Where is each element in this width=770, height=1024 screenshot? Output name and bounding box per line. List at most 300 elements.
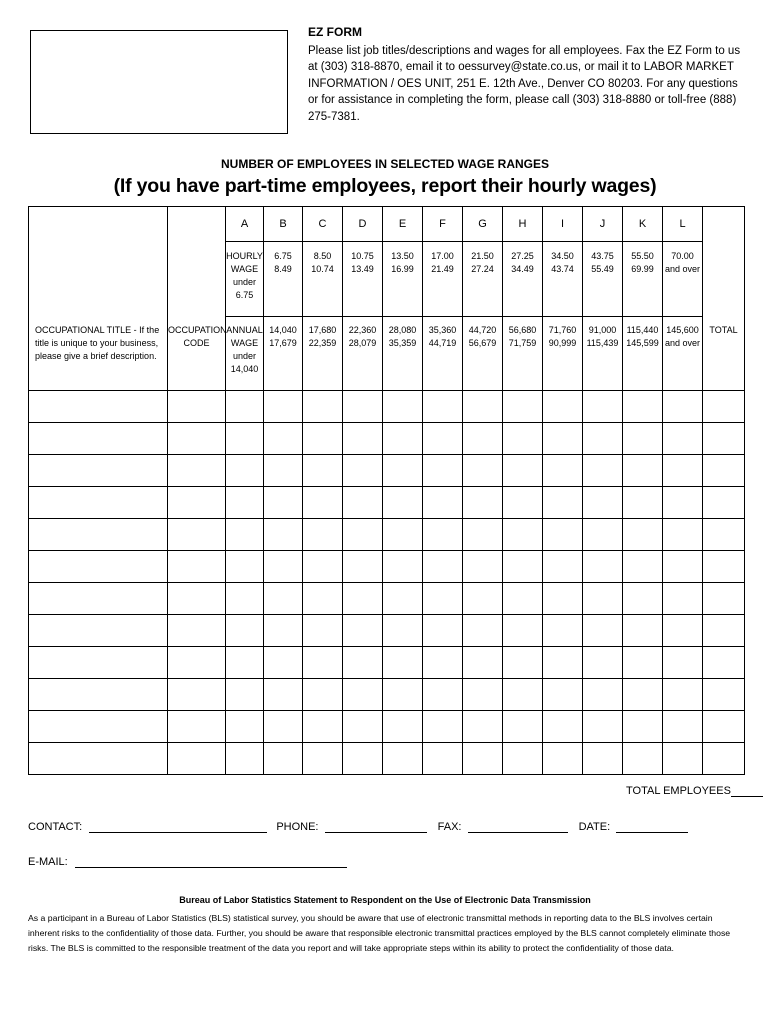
wage-range-count-input[interactable] bbox=[303, 583, 343, 615]
wage-range-count-input[interactable] bbox=[663, 615, 703, 647]
wage-range-count-input[interactable] bbox=[264, 487, 303, 519]
wage-range-count-input[interactable] bbox=[423, 615, 463, 647]
hourly-range-high: 21.49 bbox=[431, 264, 454, 274]
hourly-range-high: 43.74 bbox=[551, 264, 574, 274]
wage-range-count-input[interactable] bbox=[264, 615, 303, 647]
occupation-code-input[interactable] bbox=[168, 743, 226, 775]
wage-range-count-input[interactable] bbox=[663, 711, 703, 743]
range-letter-h: H bbox=[503, 207, 543, 242]
hourly-range-low: 34.50 bbox=[551, 251, 574, 261]
wage-range-count-input[interactable] bbox=[383, 519, 423, 551]
occupation-code-input[interactable] bbox=[168, 551, 226, 583]
entry-row bbox=[29, 711, 745, 743]
occupational-title-input[interactable] bbox=[29, 711, 168, 743]
wage-range-count-input[interactable] bbox=[383, 647, 423, 679]
wage-range-count-input[interactable] bbox=[543, 711, 583, 743]
wage-range-count-input[interactable] bbox=[503, 615, 543, 647]
range-letter-l: L bbox=[663, 207, 703, 242]
annual-range-high: 90,999 bbox=[548, 338, 577, 348]
annual-range-low: 145,600 bbox=[666, 325, 699, 335]
wage-range-count-input[interactable] bbox=[663, 391, 703, 423]
wage-range-count-input[interactable] bbox=[264, 551, 303, 583]
wage-range-count-input[interactable] bbox=[423, 455, 463, 487]
wage-range-count-input[interactable] bbox=[623, 519, 663, 551]
wage-range-count-input[interactable] bbox=[623, 551, 663, 583]
total-column-header bbox=[703, 207, 745, 242]
ez-form-body: Please list job titles/descriptions and wages for all employees. Fax the EZ Form to us at (303) 318-8870, email it to oessurvey@state.co.us, or mail it to LABOR MARKET INFORMATION / OES UNIT, 251 E. 12th Ave., Denver CO 80203. For any questions or for assistance in completing the form, please call (303) 318-8880 or toll-free (888) 275-7381. bbox=[308, 44, 741, 123]
wage-range-count-input[interactable] bbox=[623, 615, 663, 647]
occupational-title-input[interactable] bbox=[29, 583, 168, 615]
wage-range-count-input[interactable] bbox=[463, 647, 503, 679]
annual-range-k bbox=[623, 317, 663, 391]
wage-range-count-input[interactable] bbox=[543, 583, 583, 615]
occupational-title-header: OCCUPATIONAL TITLE - If the title is unique to your business, please give a brief description. bbox=[29, 317, 168, 391]
wage-range-count-input[interactable] bbox=[226, 551, 264, 583]
title-column-spacer bbox=[29, 242, 168, 317]
wage-range-count-input[interactable] bbox=[663, 551, 703, 583]
occupation-code-input[interactable] bbox=[168, 711, 226, 743]
total-column-label: TOTAL bbox=[703, 317, 745, 391]
wage-range-table bbox=[28, 206, 745, 775]
wage-range-count-input[interactable] bbox=[303, 487, 343, 519]
annual-range-low: 115,440 bbox=[626, 325, 659, 335]
annual-range-high: 22,359 bbox=[308, 338, 337, 348]
occupation-code-label-2: CODE bbox=[183, 337, 210, 348]
wage-range-count-input[interactable] bbox=[264, 679, 303, 711]
wage-range-count-input[interactable] bbox=[623, 423, 663, 455]
wage-range-count-input[interactable] bbox=[583, 647, 623, 679]
wage-range-count-input[interactable] bbox=[663, 519, 703, 551]
wage-range-count-input[interactable] bbox=[543, 679, 583, 711]
wage-range-count-input[interactable] bbox=[423, 679, 463, 711]
wage-range-count-input[interactable] bbox=[264, 391, 303, 423]
occupation-code-input[interactable] bbox=[168, 455, 226, 487]
annual-range-high: 56,679 bbox=[468, 338, 497, 348]
wage-range-count-input[interactable] bbox=[463, 583, 503, 615]
wage-range-count-input[interactable] bbox=[463, 519, 503, 551]
annual-range-low: 71,760 bbox=[548, 325, 577, 335]
wage-range-count-input[interactable] bbox=[623, 583, 663, 615]
wage-range-count-input[interactable] bbox=[226, 423, 264, 455]
entry-row bbox=[29, 551, 745, 583]
wage-range-count-input[interactable] bbox=[303, 423, 343, 455]
wage-range-count-input[interactable] bbox=[383, 423, 423, 455]
range-letter-i: I bbox=[543, 207, 583, 242]
hourly-range-low: 13.50 bbox=[391, 251, 414, 261]
wage-range-count-input[interactable] bbox=[543, 647, 583, 679]
wage-range-count-input[interactable] bbox=[226, 455, 264, 487]
wage-range-count-input[interactable] bbox=[583, 711, 623, 743]
wage-range-count-input[interactable] bbox=[303, 455, 343, 487]
annual-range-l bbox=[663, 317, 703, 391]
hourly-range-high: 10.74 bbox=[311, 264, 334, 274]
annual-range-low: 56,680 bbox=[508, 325, 537, 335]
hourly-range-l bbox=[663, 242, 703, 317]
wage-range-count-input[interactable] bbox=[463, 391, 503, 423]
annual-range-low: 35,360 bbox=[428, 325, 457, 335]
wage-range-count-input[interactable] bbox=[463, 743, 503, 775]
hourly-range-d bbox=[343, 242, 383, 317]
wage-range-count-input[interactable] bbox=[543, 551, 583, 583]
annual-range-d bbox=[343, 317, 383, 391]
hourly-range-high: 13.49 bbox=[351, 264, 374, 274]
wage-range-count-input[interactable] bbox=[423, 551, 463, 583]
wage-range-count-input[interactable] bbox=[463, 711, 503, 743]
row-total-input[interactable] bbox=[703, 615, 745, 647]
wage-range-count-input[interactable] bbox=[543, 455, 583, 487]
wage-range-count-input[interactable] bbox=[226, 583, 264, 615]
wage-range-count-input[interactable] bbox=[623, 743, 663, 775]
row-total-input[interactable] bbox=[703, 679, 745, 711]
wage-range-count-input[interactable] bbox=[503, 391, 543, 423]
range-letter-b: B bbox=[264, 207, 303, 242]
annual-label-line: ANNUAL bbox=[226, 325, 263, 335]
wage-range-count-input[interactable] bbox=[226, 679, 264, 711]
occupational-title-input[interactable] bbox=[29, 615, 168, 647]
row-total-input[interactable] bbox=[703, 391, 745, 423]
hourly-label-line: WAGE bbox=[230, 264, 259, 274]
wage-range-count-input[interactable] bbox=[343, 647, 383, 679]
entry-row bbox=[29, 583, 745, 615]
range-letter-c: C bbox=[303, 207, 343, 242]
annual-range-low: 22,360 bbox=[348, 325, 377, 335]
wage-range-count-input[interactable] bbox=[383, 743, 423, 775]
occupational-title-input[interactable] bbox=[29, 679, 168, 711]
range-letter-j: J bbox=[583, 207, 623, 242]
wage-range-count-input[interactable] bbox=[463, 551, 503, 583]
annual-range-high: 28,079 bbox=[348, 338, 377, 348]
wage-range-count-input[interactable] bbox=[583, 487, 623, 519]
wage-range-count-input[interactable] bbox=[383, 711, 423, 743]
entry-row bbox=[29, 615, 745, 647]
wage-range-count-input[interactable] bbox=[503, 455, 543, 487]
wage-range-count-input[interactable] bbox=[303, 679, 343, 711]
annual-range-high: and over bbox=[664, 338, 701, 348]
annual-range-c bbox=[303, 317, 343, 391]
wage-range-count-input[interactable] bbox=[226, 391, 264, 423]
wage-range-count-input[interactable] bbox=[343, 423, 383, 455]
wage-range-count-input[interactable] bbox=[463, 423, 503, 455]
hourly-range-low: 10.75 bbox=[351, 251, 374, 261]
occupational-title-input[interactable] bbox=[29, 423, 168, 455]
wage-range-count-input[interactable] bbox=[663, 423, 703, 455]
wage-range-count-input[interactable] bbox=[583, 519, 623, 551]
wage-range-count-input[interactable] bbox=[423, 391, 463, 423]
wage-range-count-input[interactable] bbox=[463, 455, 503, 487]
range-letter-e: E bbox=[383, 207, 423, 242]
hourly-range-low: 6.75 bbox=[274, 251, 292, 261]
entry-row bbox=[29, 743, 745, 775]
hourly-range-high: 34.49 bbox=[511, 264, 534, 274]
occupational-title-input[interactable] bbox=[29, 455, 168, 487]
wage-range-count-input[interactable] bbox=[383, 551, 423, 583]
row-total-input[interactable] bbox=[703, 743, 745, 775]
occupation-code-input[interactable] bbox=[168, 679, 226, 711]
wage-range-count-input[interactable] bbox=[583, 615, 623, 647]
entry-row bbox=[29, 423, 745, 455]
hourly-label-line: under bbox=[232, 277, 257, 287]
occupational-title-input[interactable] bbox=[29, 519, 168, 551]
wage-range-count-input[interactable] bbox=[343, 391, 383, 423]
wage-range-count-input[interactable] bbox=[663, 679, 703, 711]
wage-range-count-input[interactable] bbox=[343, 455, 383, 487]
wage-range-count-input[interactable] bbox=[663, 647, 703, 679]
wage-range-count-input[interactable] bbox=[503, 647, 543, 679]
wage-range-count-input[interactable] bbox=[583, 423, 623, 455]
wage-range-count-input[interactable] bbox=[663, 743, 703, 775]
hourly-range-high: 8.49 bbox=[274, 264, 292, 274]
bls-statement-title: Bureau of Labor Statistics Statement to Respondent on the Use of Electronic Data Transmission bbox=[179, 895, 591, 905]
wage-range-count-input[interactable] bbox=[503, 711, 543, 743]
wage-range-count-input[interactable] bbox=[264, 647, 303, 679]
wage-range-count-input[interactable] bbox=[383, 455, 423, 487]
wage-range-count-input[interactable] bbox=[303, 615, 343, 647]
annual-label-line: 14,040 bbox=[230, 364, 259, 374]
hourly-range-f bbox=[423, 242, 463, 317]
row-total-input[interactable] bbox=[703, 455, 745, 487]
bls-statement-text: As a participant in a Bureau of Labor Statistics (BLS) statistical survey, you should be aware that use of electronic transmittal methods in reporting data to the BLS involves certain inherent risks to the confidentiality of those data. Further, you should be aware that responsible electronic transmittal practices employed by the BLS cannot completely eliminate those risks. The BLS is committed to the responsible treatment of the data you report and will take appropriate steps within its ability to protect the confidentiality of those data. bbox=[28, 913, 731, 953]
contact-input[interactable] bbox=[89, 820, 267, 833]
annual-range-low: 28,080 bbox=[388, 325, 417, 335]
row-total-input[interactable] bbox=[703, 519, 745, 551]
wage-range-count-input[interactable] bbox=[383, 583, 423, 615]
wage-range-count-input[interactable] bbox=[423, 583, 463, 615]
hourly-range-high: and over bbox=[664, 264, 701, 274]
wage-range-count-input[interactable] bbox=[583, 551, 623, 583]
hourly-range-h bbox=[503, 242, 543, 317]
wage-range-count-input[interactable] bbox=[264, 711, 303, 743]
annual-range-low: 44,720 bbox=[468, 325, 497, 335]
annual-range-high: 71,759 bbox=[508, 338, 537, 348]
occupation-code-input[interactable] bbox=[168, 615, 226, 647]
hourly-range-b bbox=[264, 242, 303, 317]
range-letter-k: K bbox=[623, 207, 663, 242]
wage-range-count-input[interactable] bbox=[226, 743, 264, 775]
wage-range-count-input[interactable] bbox=[226, 711, 264, 743]
wage-range-count-input[interactable] bbox=[663, 583, 703, 615]
wage-range-count-input[interactable] bbox=[343, 711, 383, 743]
occupation-code-input[interactable] bbox=[168, 583, 226, 615]
wage-range-count-input[interactable] bbox=[503, 551, 543, 583]
row-total-input[interactable] bbox=[703, 711, 745, 743]
wage-range-count-input[interactable] bbox=[423, 711, 463, 743]
annual-range-high: 145,599 bbox=[626, 338, 659, 348]
occupation-code-input[interactable] bbox=[168, 519, 226, 551]
phone-input[interactable] bbox=[325, 820, 427, 833]
row-total-input[interactable] bbox=[703, 487, 745, 519]
wage-range-count-input[interactable] bbox=[383, 487, 423, 519]
wage-range-count-input[interactable] bbox=[623, 455, 663, 487]
wage-range-count-input[interactable] bbox=[264, 519, 303, 551]
occupational-title-input[interactable] bbox=[29, 647, 168, 679]
wage-range-count-input[interactable] bbox=[423, 519, 463, 551]
wage-range-count-input[interactable] bbox=[343, 583, 383, 615]
wage-range-count-input[interactable] bbox=[343, 551, 383, 583]
annual-range-low: 14,040 bbox=[269, 325, 297, 335]
wage-range-count-input[interactable] bbox=[343, 615, 383, 647]
wage-range-count-input[interactable] bbox=[623, 647, 663, 679]
wage-range-count-input[interactable] bbox=[583, 583, 623, 615]
range-letter-d: D bbox=[343, 207, 383, 242]
total-employees-input[interactable] bbox=[731, 784, 763, 797]
wage-range-count-input[interactable] bbox=[343, 487, 383, 519]
hourly-range-low: 21.50 bbox=[471, 251, 494, 261]
wage-range-count-input[interactable] bbox=[226, 519, 264, 551]
wage-range-count-input[interactable] bbox=[463, 615, 503, 647]
wage-range-count-input[interactable] bbox=[343, 743, 383, 775]
row-total-input[interactable] bbox=[703, 583, 745, 615]
occupational-title-input[interactable] bbox=[29, 551, 168, 583]
mailing-address-box bbox=[30, 30, 288, 134]
wage-range-count-input[interactable] bbox=[423, 743, 463, 775]
wage-range-count-input[interactable] bbox=[303, 711, 343, 743]
hourly-range-c bbox=[303, 242, 343, 317]
wage-range-count-input[interactable] bbox=[543, 519, 583, 551]
total-employees-label: TOTAL EMPLOYEES bbox=[626, 785, 731, 797]
entry-row bbox=[29, 487, 745, 519]
ez-form-instructions bbox=[308, 24, 748, 125]
hourly-label-line: 6.75 bbox=[235, 290, 254, 300]
wage-range-count-input[interactable] bbox=[226, 647, 264, 679]
wage-range-count-input[interactable] bbox=[583, 679, 623, 711]
wage-range-count-input[interactable] bbox=[503, 743, 543, 775]
annual-range-low: 17,680 bbox=[308, 325, 337, 335]
annual-range-low: 91,000 bbox=[588, 325, 617, 335]
wage-range-count-input[interactable] bbox=[264, 743, 303, 775]
wage-range-count-input[interactable] bbox=[503, 583, 543, 615]
wage-range-count-input[interactable] bbox=[264, 455, 303, 487]
hourly-range-j bbox=[583, 242, 623, 317]
annual-range-high: 44,719 bbox=[428, 338, 457, 348]
annual-range-i bbox=[543, 317, 583, 391]
wage-range-count-input[interactable] bbox=[264, 583, 303, 615]
entry-row bbox=[29, 391, 745, 423]
contact-row bbox=[28, 820, 688, 833]
occupation-code-input[interactable] bbox=[168, 647, 226, 679]
range-letter-g: G bbox=[463, 207, 503, 242]
hourly-range-high: 27.24 bbox=[471, 264, 494, 274]
phone-label: PHONE: bbox=[276, 821, 319, 833]
wage-ranges-heading: NUMBER OF EMPLOYEES IN SELECTED WAGE RANGES bbox=[220, 157, 550, 171]
hourly-range-low: 43.75 bbox=[591, 251, 614, 261]
code-column-spacer bbox=[168, 242, 226, 317]
occupation-code-label-1: OCCUPATION bbox=[168, 324, 227, 335]
hourly-range-low: 55.50 bbox=[631, 251, 654, 261]
occupational-title-input[interactable] bbox=[29, 391, 168, 423]
annual-range-g bbox=[463, 317, 503, 391]
hourly-range-high: 69.99 bbox=[631, 264, 654, 274]
part-time-heading: (If you have part-time employees, report their hourly wages) bbox=[113, 175, 657, 197]
row-total-input[interactable] bbox=[703, 647, 745, 679]
wage-range-count-input[interactable] bbox=[383, 615, 423, 647]
hourly-range-i bbox=[543, 242, 583, 317]
annual-label-line: under bbox=[232, 351, 257, 361]
hourly-range-low: 8.50 bbox=[313, 251, 332, 261]
occupation-code-input[interactable] bbox=[168, 391, 226, 423]
wage-range-count-input[interactable] bbox=[543, 743, 583, 775]
date-label: DATE: bbox=[578, 821, 611, 833]
wage-range-count-input[interactable] bbox=[423, 487, 463, 519]
wage-range-count-input[interactable] bbox=[423, 647, 463, 679]
ez-form-title: EZ FORM bbox=[308, 25, 362, 39]
total-employees-field bbox=[626, 784, 763, 797]
wage-range-count-input[interactable] bbox=[383, 679, 423, 711]
hourly-range-high: 16.99 bbox=[391, 264, 414, 274]
email-label: E-MAIL: bbox=[28, 856, 68, 868]
wage-range-count-input[interactable] bbox=[423, 423, 463, 455]
wage-range-count-input[interactable] bbox=[463, 487, 503, 519]
hourly-range-e bbox=[383, 242, 423, 317]
wage-range-count-input[interactable] bbox=[303, 391, 343, 423]
wage-range-count-input[interactable] bbox=[503, 679, 543, 711]
annual-range-high: 115,439 bbox=[586, 338, 619, 348]
annual-range-f bbox=[423, 317, 463, 391]
email-row bbox=[28, 855, 347, 868]
wage-range-count-input[interactable] bbox=[343, 519, 383, 551]
wage-range-count-input[interactable] bbox=[623, 679, 663, 711]
occupation-code-input[interactable] bbox=[168, 423, 226, 455]
title-column-header bbox=[29, 207, 168, 242]
wage-range-count-input[interactable] bbox=[463, 679, 503, 711]
occupation-code-input[interactable] bbox=[168, 487, 226, 519]
wage-range-count-input[interactable] bbox=[623, 487, 663, 519]
occupational-title-input[interactable] bbox=[29, 487, 168, 519]
wage-range-count-input[interactable] bbox=[226, 615, 264, 647]
wage-range-count-input[interactable] bbox=[583, 743, 623, 775]
hourly-range-low: 27.25 bbox=[511, 251, 534, 261]
wage-range-count-input[interactable] bbox=[543, 487, 583, 519]
wage-range-count-input[interactable] bbox=[663, 487, 703, 519]
entry-row bbox=[29, 519, 745, 551]
wage-range-count-input[interactable] bbox=[543, 391, 583, 423]
wage-range-count-input[interactable] bbox=[623, 391, 663, 423]
wage-range-count-input[interactable] bbox=[264, 423, 303, 455]
wage-range-count-input[interactable] bbox=[663, 455, 703, 487]
wage-range-count-input[interactable] bbox=[303, 647, 343, 679]
wage-range-count-input[interactable] bbox=[303, 519, 343, 551]
hourly-range-a bbox=[226, 242, 264, 317]
date-input[interactable] bbox=[616, 820, 688, 833]
wage-range-count-input[interactable] bbox=[543, 615, 583, 647]
fax-input[interactable] bbox=[468, 820, 568, 833]
wage-range-count-input[interactable] bbox=[503, 487, 543, 519]
occupational-title-input[interactable] bbox=[29, 743, 168, 775]
wage-range-count-input[interactable] bbox=[383, 391, 423, 423]
wage-range-count-input[interactable] bbox=[303, 551, 343, 583]
row-total-input[interactable] bbox=[703, 551, 745, 583]
wage-range-count-input[interactable] bbox=[543, 423, 583, 455]
row-total-input[interactable] bbox=[703, 423, 745, 455]
wage-range-count-input[interactable] bbox=[503, 423, 543, 455]
wage-range-count-input[interactable] bbox=[503, 519, 543, 551]
entry-row bbox=[29, 455, 745, 487]
entry-row bbox=[29, 679, 745, 711]
contact-label: CONTACT: bbox=[28, 821, 83, 833]
hourly-label-line: HOURLY bbox=[226, 251, 263, 261]
wage-range-count-input[interactable] bbox=[583, 391, 623, 423]
annual-range-j bbox=[583, 317, 623, 391]
wage-range-count-input[interactable] bbox=[623, 711, 663, 743]
email-input[interactable] bbox=[75, 855, 347, 868]
hourly-range-k bbox=[623, 242, 663, 317]
annual-range-b bbox=[264, 317, 303, 391]
wage-range-count-input[interactable] bbox=[343, 679, 383, 711]
wage-range-count-input[interactable] bbox=[303, 743, 343, 775]
annual-range-high: 17,679 bbox=[269, 338, 297, 348]
annual-range-a bbox=[226, 317, 264, 391]
wage-range-count-input[interactable] bbox=[226, 487, 264, 519]
wage-range-count-input[interactable] bbox=[583, 455, 623, 487]
